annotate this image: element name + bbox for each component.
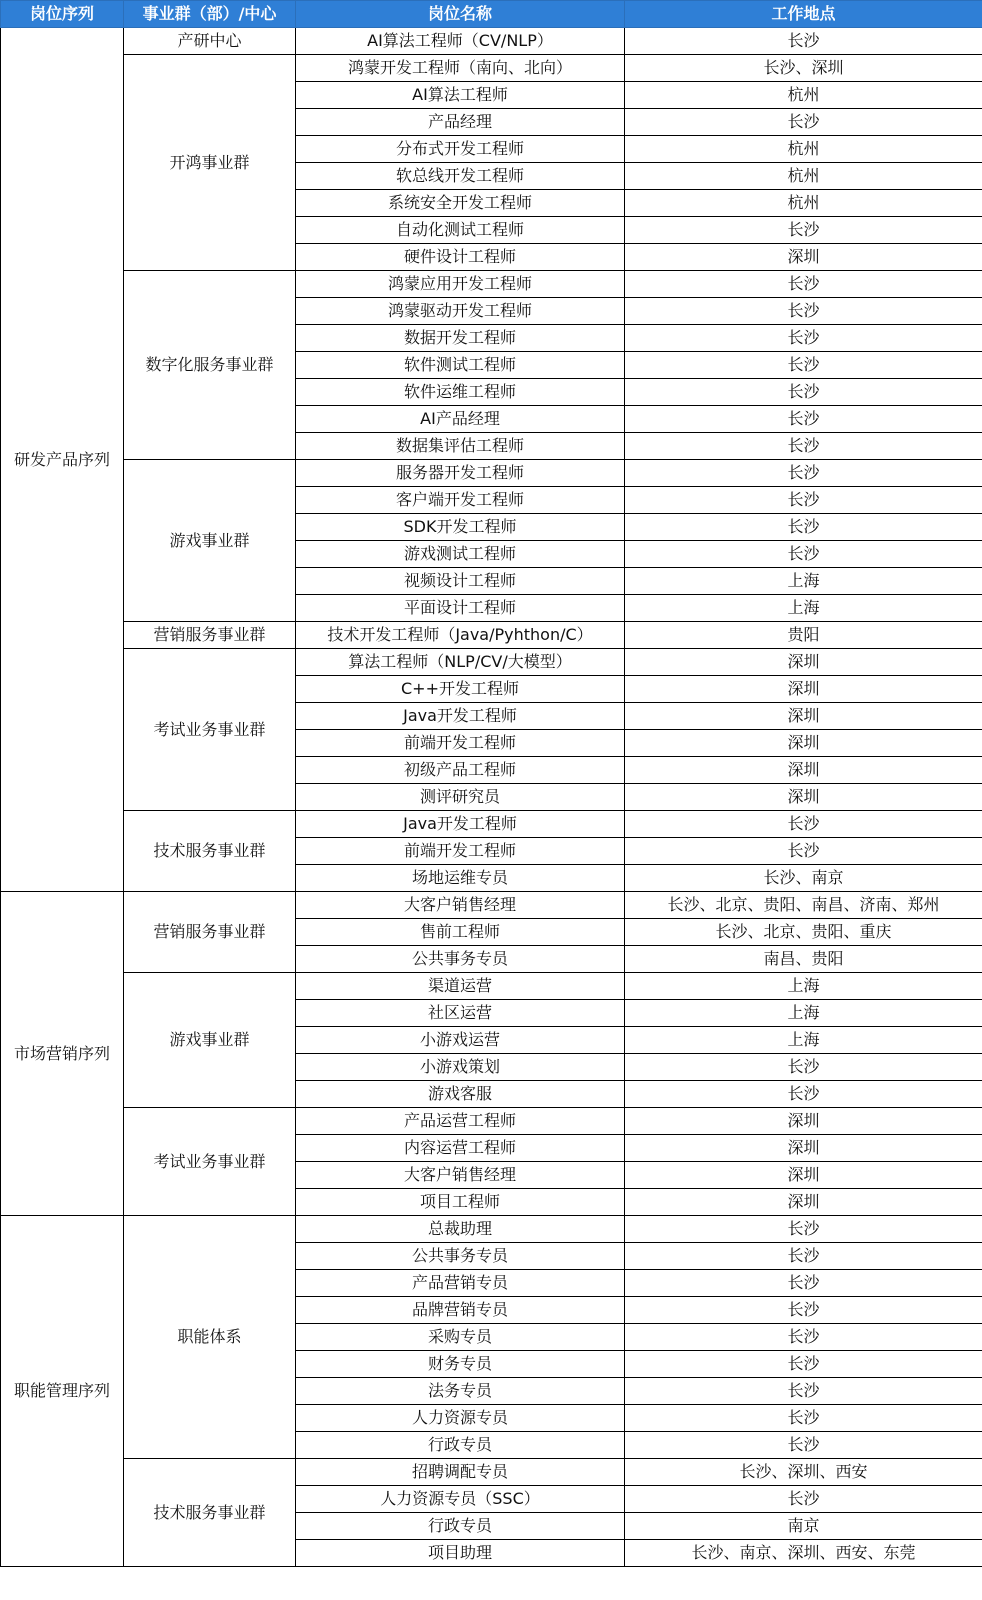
job-title-cell: 人力资源专员 [296,1405,625,1432]
job-title-cell: 前端开发工程师 [296,838,625,865]
job-title-cell: AI产品经理 [296,406,625,433]
table-row [1,28,982,55]
location-cell: 长沙 [625,460,982,487]
header-department: 事业群（部）/中心 [124,1,296,28]
location-cell: 长沙 [625,1216,982,1243]
location-cell: 深圳 [625,1189,982,1216]
location-cell: 长沙 [625,271,982,298]
location-cell: 长沙 [625,838,982,865]
location-cell: 长沙 [625,1378,982,1405]
location-cell: 长沙 [625,217,982,244]
job-title-cell: 财务专员 [296,1351,625,1378]
sequence-cell: 市场营销序列 [1,892,124,1216]
job-title-cell: 初级产品工程师 [296,757,625,784]
table-row [1,55,982,82]
location-cell: 上海 [625,1000,982,1027]
job-title-cell: 总裁助理 [296,1216,625,1243]
job-title-cell: 硬件设计工程师 [296,244,625,271]
location-cell: 杭州 [625,82,982,109]
location-cell: 长沙 [625,514,982,541]
location-cell: 长沙、深圳 [625,55,982,82]
job-title-cell: 人力资源专员（SSC） [296,1486,625,1513]
job-title-cell: 采购专员 [296,1324,625,1351]
location-cell: 长沙 [625,28,982,55]
location-cell: 长沙、北京、贵阳、重庆 [625,919,982,946]
job-title-cell: 公共事务专员 [296,946,625,973]
location-cell: 长沙 [625,1243,982,1270]
department-cell: 营销服务事业群 [124,892,296,973]
job-title-cell: 测评研究员 [296,784,625,811]
job-title-cell: 公共事务专员 [296,1243,625,1270]
table-row [1,622,982,649]
location-cell: 杭州 [625,136,982,163]
job-title-cell: AI算法工程师（CV/NLP） [296,28,625,55]
location-cell: 长沙 [625,541,982,568]
job-title-cell: 软件测试工程师 [296,352,625,379]
table-row [1,1459,982,1486]
job-title-cell: 前端开发工程师 [296,730,625,757]
table-row [1,271,982,298]
job-title-cell: 算法工程师（NLP/CV/大模型） [296,649,625,676]
job-title-cell: 鸿蒙应用开发工程师 [296,271,625,298]
location-cell: 长沙 [625,1486,982,1513]
location-cell: 长沙 [625,352,982,379]
location-cell: 长沙 [625,811,982,838]
job-title-cell: 服务器开发工程师 [296,460,625,487]
job-title-cell: 行政专员 [296,1432,625,1459]
job-title-cell: 平面设计工程师 [296,595,625,622]
department-cell: 游戏事业群 [124,973,296,1108]
location-cell: 长沙、深圳、西安 [625,1459,982,1486]
job-title-cell: 分布式开发工程师 [296,136,625,163]
header-row [1,1,982,28]
location-cell: 深圳 [625,676,982,703]
location-cell: 长沙 [625,433,982,460]
job-title-cell: 小游戏运营 [296,1027,625,1054]
location-cell: 长沙 [625,325,982,352]
sequence-cell: 研发产品序列 [1,28,124,892]
job-title-cell: Java开发工程师 [296,811,625,838]
location-cell: 长沙 [625,298,982,325]
location-cell: 深圳 [625,1162,982,1189]
location-cell: 贵阳 [625,622,982,649]
job-title-cell: 数据集评估工程师 [296,433,625,460]
department-cell: 营销服务事业群 [124,622,296,649]
location-cell: 长沙 [625,379,982,406]
location-cell: 长沙 [625,487,982,514]
location-cell: 上海 [625,595,982,622]
job-title-cell: 品牌营销专员 [296,1297,625,1324]
department-cell: 考试业务事业群 [124,1108,296,1216]
location-cell: 深圳 [625,784,982,811]
location-cell: 上海 [625,568,982,595]
job-title-cell: 招聘调配专员 [296,1459,625,1486]
job-title-cell: 项目助理 [296,1540,625,1567]
header-location: 工作地点 [625,1,982,28]
job-title-cell: Java开发工程师 [296,703,625,730]
table-row [1,892,982,919]
job-title-cell: 游戏测试工程师 [296,541,625,568]
job-title-cell: 鸿蒙开发工程师（南向、北向） [296,55,625,82]
job-title-cell: 渠道运营 [296,973,625,1000]
location-cell: 长沙 [625,1324,982,1351]
location-cell: 长沙 [625,1405,982,1432]
department-cell: 产研中心 [124,28,296,55]
department-cell: 技术服务事业群 [124,811,296,892]
job-title-cell: 数据开发工程师 [296,325,625,352]
table-row [1,811,982,838]
job-title-cell: 鸿蒙驱动开发工程师 [296,298,625,325]
job-title-cell: 小游戏策划 [296,1054,625,1081]
location-cell: 长沙 [625,1270,982,1297]
department-cell: 开鸿事业群 [124,55,296,271]
job-title-cell: 软总线开发工程师 [296,163,625,190]
table-row [1,1216,982,1243]
job-title-cell: SDK开发工程师 [296,514,625,541]
job-title-cell: 技术开发工程师（Java/Pyhthon/C） [296,622,625,649]
department-cell: 数字化服务事业群 [124,271,296,460]
department-cell: 游戏事业群 [124,460,296,622]
job-title-cell: 产品营销专员 [296,1270,625,1297]
table-row [1,649,982,676]
job-title-cell: 产品运营工程师 [296,1108,625,1135]
location-cell: 长沙、北京、贵阳、南昌、济南、郑州 [625,892,982,919]
location-cell: 深圳 [625,1135,982,1162]
location-cell: 长沙 [625,1081,982,1108]
location-cell: 深圳 [625,703,982,730]
job-title-cell: 行政专员 [296,1513,625,1540]
job-title-cell: 系统安全开发工程师 [296,190,625,217]
job-title-cell: 软件运维工程师 [296,379,625,406]
location-cell: 长沙 [625,1054,982,1081]
location-cell: 深圳 [625,244,982,271]
job-title-cell: 大客户销售经理 [296,892,625,919]
job-title-cell: 游戏客服 [296,1081,625,1108]
location-cell: 长沙 [625,1351,982,1378]
location-cell: 深圳 [625,649,982,676]
job-title-cell: C++开发工程师 [296,676,625,703]
location-cell: 长沙 [625,109,982,136]
table-row [1,460,982,487]
job-title-cell: 大客户销售经理 [296,1162,625,1189]
location-cell: 深圳 [625,757,982,784]
location-cell: 上海 [625,1027,982,1054]
job-title-cell: 产品经理 [296,109,625,136]
location-cell: 南京 [625,1513,982,1540]
job-title-cell: 自动化测试工程师 [296,217,625,244]
sequence-cell: 职能管理序列 [1,1216,124,1567]
job-title-cell: 社区运营 [296,1000,625,1027]
location-cell: 杭州 [625,163,982,190]
table-row [1,973,982,1000]
location-cell: 长沙 [625,406,982,433]
job-title-cell: AI算法工程师 [296,82,625,109]
header-sequence: 岗位序列 [1,1,124,28]
location-cell: 深圳 [625,1108,982,1135]
department-cell: 技术服务事业群 [124,1459,296,1567]
job-title-cell: 项目工程师 [296,1189,625,1216]
table-row [1,1108,982,1135]
department-cell: 考试业务事业群 [124,649,296,811]
location-cell: 深圳 [625,730,982,757]
job-title-cell: 内容运营工程师 [296,1135,625,1162]
location-cell: 长沙、南京 [625,865,982,892]
job-title-cell: 场地运维专员 [296,865,625,892]
location-cell: 杭州 [625,190,982,217]
location-cell: 长沙 [625,1432,982,1459]
table-body [1,28,982,1567]
header-job-title: 岗位名称 [296,1,625,28]
location-cell: 长沙 [625,1297,982,1324]
job-title-cell: 售前工程师 [296,919,625,946]
location-cell: 南昌、贵阳 [625,946,982,973]
department-cell: 职能体系 [124,1216,296,1459]
location-cell: 上海 [625,973,982,1000]
job-title-cell: 视频设计工程师 [296,568,625,595]
job-title-cell: 法务专员 [296,1378,625,1405]
job-title-cell: 客户端开发工程师 [296,487,625,514]
location-cell: 长沙、南京、深圳、西安、东莞 [625,1540,982,1567]
